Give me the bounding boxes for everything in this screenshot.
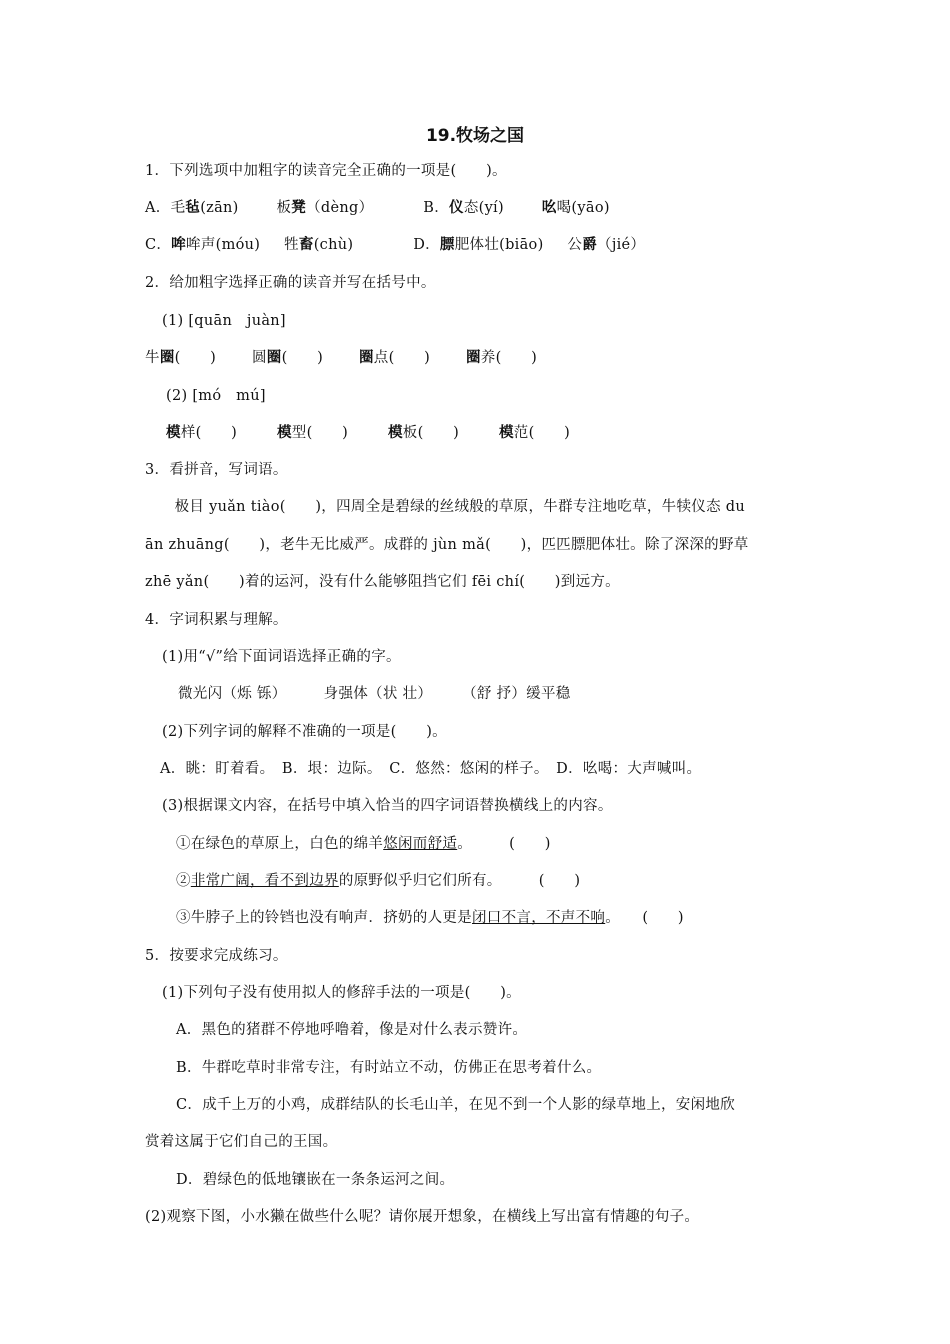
q3-line2: ān zhuāng( )，老牛无比威严。成群的 jùn mǎ( )，匹匹膘肥体壮。除了深深的野草 xyxy=(145,537,749,553)
q5-option-c-line2: 赏着这属于它们自己的王国。 xyxy=(145,1134,338,1150)
q2-w1-bold: 圈 xyxy=(159,350,175,366)
page-title: 19.牧场之国 xyxy=(425,126,525,146)
q4-item1-blank: 。 ( ) xyxy=(457,836,551,852)
q2-w2-blank: ( ) xyxy=(281,350,324,366)
q2-w4-bold: 圈 xyxy=(465,350,481,366)
q1-b-label: B． xyxy=(423,200,449,216)
q4-sub1: (1)用“√”给下面词语选择正确的字。 xyxy=(162,649,401,665)
q4-item3 xyxy=(176,908,830,928)
q5-option-b: B．牛群吃草时非常专注，有时站立不动，仿佛正在思考着什么。 xyxy=(176,1060,602,1076)
q1-b2-rest: 喝(yāo) xyxy=(556,200,610,216)
q1-c2-bold: 畜 xyxy=(298,237,314,253)
q2-part2-words xyxy=(166,423,830,443)
q2-m2-blank: 型( ) xyxy=(291,425,349,441)
q1-a2-pre: 板 xyxy=(276,200,292,216)
q3-stem: 3．看拼音，写词语。 xyxy=(145,462,288,478)
q1-b-rest: 态(yí) xyxy=(463,200,504,216)
q2-m1-blank: 样( ) xyxy=(180,425,238,441)
q5-sub1: (1)下列句子没有使用拟人的修辞手法的一项是( )。 xyxy=(162,985,521,1001)
q2-m4-blank: 范( ) xyxy=(513,425,571,441)
q1-b2-bold: 吆 xyxy=(541,200,557,216)
q2-m3-blank: 板( ) xyxy=(402,425,460,441)
q4-item2-pre: ② xyxy=(176,873,191,889)
q4-item3-blank: 。 ( ) xyxy=(605,910,684,926)
q2-part1-words xyxy=(145,348,830,368)
q4-item2-underlined: 非常广阔，看不到边界 xyxy=(190,873,339,889)
q4-sub3: (3)根据课文内容，在括号中填入恰当的四字词语替换横线上的内容。 xyxy=(162,798,613,814)
q5-sub2: (2)观察下图，小水獭在做些什么呢？请你展开想象，在横线上写出富有情趣的句子。 xyxy=(145,1209,700,1225)
q5-stem: 5．按要求完成练习。 xyxy=(145,948,288,964)
q1-options-ab xyxy=(145,198,830,218)
q2-stem: 2．给加粗字选择正确的读音并写在括号中。 xyxy=(145,275,436,291)
q1-c2-pinyin: (chù) xyxy=(313,237,354,253)
q2-w2-pre: 圆 xyxy=(251,350,267,366)
q3-line3: zhē yǎn( )着的运河，没有什么能够阻挡它们 fēi chí( )到远方。 xyxy=(145,574,620,590)
q2-w1-pre: 牛 xyxy=(145,350,160,366)
q4-item3-underlined: 闭口不言，不声不响 xyxy=(472,910,606,926)
q4-item1-pre: ①在绿色的草原上，白色的绵羊 xyxy=(176,836,384,852)
q1-a-pinyin: (zān) xyxy=(200,200,239,216)
q2-w4-blank: 养( ) xyxy=(480,350,538,366)
q5-option-a: A．黑色的猪群不停地呼噜着，像是对什么表示赞许。 xyxy=(176,1022,528,1038)
q2-w1-blank: ( ) xyxy=(174,350,217,366)
q1-c2-pre: 牲 xyxy=(284,237,299,253)
q4-item2-blank: 的原野似乎归它们所有。 ( ) xyxy=(338,873,581,889)
q1-a2-bold: 凳 xyxy=(291,200,307,216)
q1-d2-pre: 公 xyxy=(567,237,583,253)
q2-part2-label: (2) [mó mú] xyxy=(166,388,266,404)
q5-option-d: D．碧绿色的低地镶嵌在一条条运河之间。 xyxy=(176,1172,455,1188)
q2-part1-label: (1) [quān juàn] xyxy=(162,313,286,329)
q1-a-label: A．毛 xyxy=(145,200,186,216)
q4-item1 xyxy=(176,834,830,854)
q2-w2-bold: 圈 xyxy=(266,350,282,366)
q1-stem: 1．下列选项中加粗字的读音完全正确的一项是( )。 xyxy=(145,163,507,179)
q1-a-bold: 毡 xyxy=(185,200,201,216)
q4-item3-pre: ③牛脖子上的铃铛也没有响声．挤奶的人更是 xyxy=(176,910,472,926)
q4-item2 xyxy=(176,871,830,891)
q2-m2-bold: 模 xyxy=(276,425,292,441)
q1-d2-pinyin: （jié） xyxy=(597,237,646,253)
q1-c-rest: 哞声(móu) xyxy=(186,237,261,253)
q3-line1: 极目 yuǎn tiào( )，四周全是碧绿的丝绒般的草原，牛群专注地吃草，牛犊仪态 du xyxy=(145,499,746,515)
q1-d-rest: 肥体壮(biāo) xyxy=(454,237,544,253)
q4-sub2: (2)下列字词的解释不准确的一项是( )。 xyxy=(162,724,447,740)
q4-item1-underlined: 悠闲而舒适 xyxy=(383,836,458,852)
q1-d2-bold: 爵 xyxy=(582,237,598,253)
q1-options-cd xyxy=(145,235,830,255)
q2-m1-bold: 模 xyxy=(166,425,181,441)
q1-c-bold: 哞 xyxy=(171,237,187,253)
q1-a2-pinyin: （dèng） xyxy=(306,200,374,216)
q2-m4-bold: 模 xyxy=(498,425,514,441)
q2-w3-bold: 圈 xyxy=(358,350,374,366)
q1-d-label: D． xyxy=(413,237,440,253)
q4-sub1-words: 微光闪（烁 铄） 身强体（状 壮） （舒 抒）缓平稳 xyxy=(178,686,571,702)
q1-d-bold: 膘 xyxy=(439,237,455,253)
q4-stem: 4．字词积累与理解。 xyxy=(145,612,288,628)
q2-m3-bold: 模 xyxy=(387,425,403,441)
q1-c-label: C． xyxy=(145,237,172,253)
q1-b-bold: 仪 xyxy=(449,200,464,216)
q2-w3-blank: 点( ) xyxy=(373,350,431,366)
q4-sub2-options: A．眺：盯着看。 B．垠：边际。 C．悠然：悠闲的样子。 D．吆喝：大声喊叫。 xyxy=(160,761,702,777)
q5-option-c-line1: C．成千上万的小鸡，成群结队的长毛山羊，在见不到一个人影的绿草地上，安闲地欣 xyxy=(176,1097,735,1113)
